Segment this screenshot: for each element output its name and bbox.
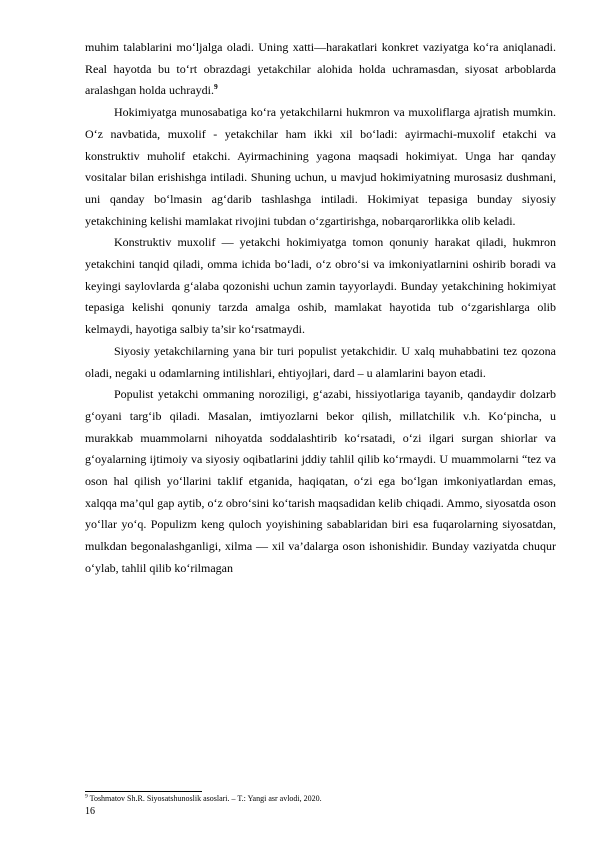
paragraph-3-text: Konstruktiv muxolif — yetakchi hokimiyatga tomon qonuniy harakat qiladi, hukmron yetakchini tanqid qiladi, omma ichida bo‘ladi, o‘z obro‘si va imkoniyatlarnini oshirib boradi va keyingi saylovlarda g‘alaba qozonishi uchun zamin tayyorlaydi. Bunday yetakchining hokimiyat tepasiga kelishi qonuniy tarzda amalga oshib, mamlakat hayotida tub o‘zgarishlarga olib kelmaydi, hayotiga salbiy ta’sir ko‘rsatmaydi. xyxy=(85,235,556,337)
page-body xyxy=(85,37,556,580)
paragraph-3 xyxy=(85,232,556,341)
page-number: 16 xyxy=(85,806,95,817)
paragraph-1-text: muhim talablarini mo‘ljalga oladi. Uning xatti—harakatlari konkret vaziyatga ko‘ra aniqlanadi. Real hayotda bu to‘rt obrazdagi yetakchilar alohida holda uchramasdan, siyosat arboblarda aralashgan holda uchraydi. xyxy=(85,40,556,98)
paragraph-4-text: Siyosiy yetakchilarning yana bir turi populist yetakchidir. U xalq muhabbatini tez qozona oladi, negaki u odamlarning intilishlari, ehtiyojlari, dard – u alamlarini bayon etadi. xyxy=(85,343,556,380)
paragraph-4 xyxy=(85,341,556,384)
paragraph-2 xyxy=(85,102,556,232)
footnote xyxy=(85,794,556,804)
paragraph-5 xyxy=(85,384,556,579)
footnote-separator xyxy=(85,791,202,792)
footnote-text: Toshmatov Sh.R. Siyosatshunoslik asoslari. – T.: Yangi asr avlodi, 2020. xyxy=(89,794,322,803)
paragraph-2-text: Hokimiyatga munosabatiga ko‘ra yetakchilarni hukmron va muxoliflarga ajratish mumkin. O‘z navbatida, muxolif - yetakchilar ham ikki xil bo‘ladi: ayirmachi-muxolif etakchi va konstruktiv muholif etakchi. Ayirmachining yagona maqsadi hokimiyat. Unga har qanday vositalar bilan erishishga intiladi. Shuning uchun, u mavjud hokimiyatning murosasiz dushmani, uni qanday bo‘lmasin ag‘darib tashlashga intiladi. Hokimiyat tepasiga bunday siyosiy yetakchining kelishi mamlakat rivojini tubdan o‘zgartirishga, nobarqarorlikka olib keladi. xyxy=(85,105,556,228)
footnote-reference[interactable]: 9 xyxy=(213,82,218,92)
footnote-marker: 9 xyxy=(85,793,88,800)
paragraph-5-text: Populist yetakchi ommaning noroziligi, g‘azabi, hissiyotlariga tayanib, qandaydir dolzarb g‘oyani targ‘ib qiladi. Masalan, imtiyozlarni bekor qilish, millatchilik v.h. Ko‘pincha, u murakkab muammolarni nihoyatda soddalashtirib ko‘rsatadi, o‘zi ilgari surgan shiorlar va g‘oyalarning ijtimoiy va siyosiy oqibatlarini jddiy tahlil qilib ko‘rmaydi. U muammolarni “tez va oson hal qilish yo‘llarini taklif etganida, haqiqatan, o‘zi ega bo‘lgan imkoniyatlardan emas, xalqqa ma’qul gap aytib, o‘z obro‘sini ko‘tarish maqsadidan kelib chiqadi. Ammo, siyosatda oson yo‘llar yo‘q. Populizm keng quloch yoyishining sabablaridan biri esa fuqarolarning siyosatdan, mulkdan begonalashganligi, xilma — xil va’dalarga oson ishonishidir. Bunday vaziyatda chuqur o‘ylab, tahlil qilib ko‘rilmagan xyxy=(85,387,556,575)
paragraph-1 xyxy=(85,37,556,102)
